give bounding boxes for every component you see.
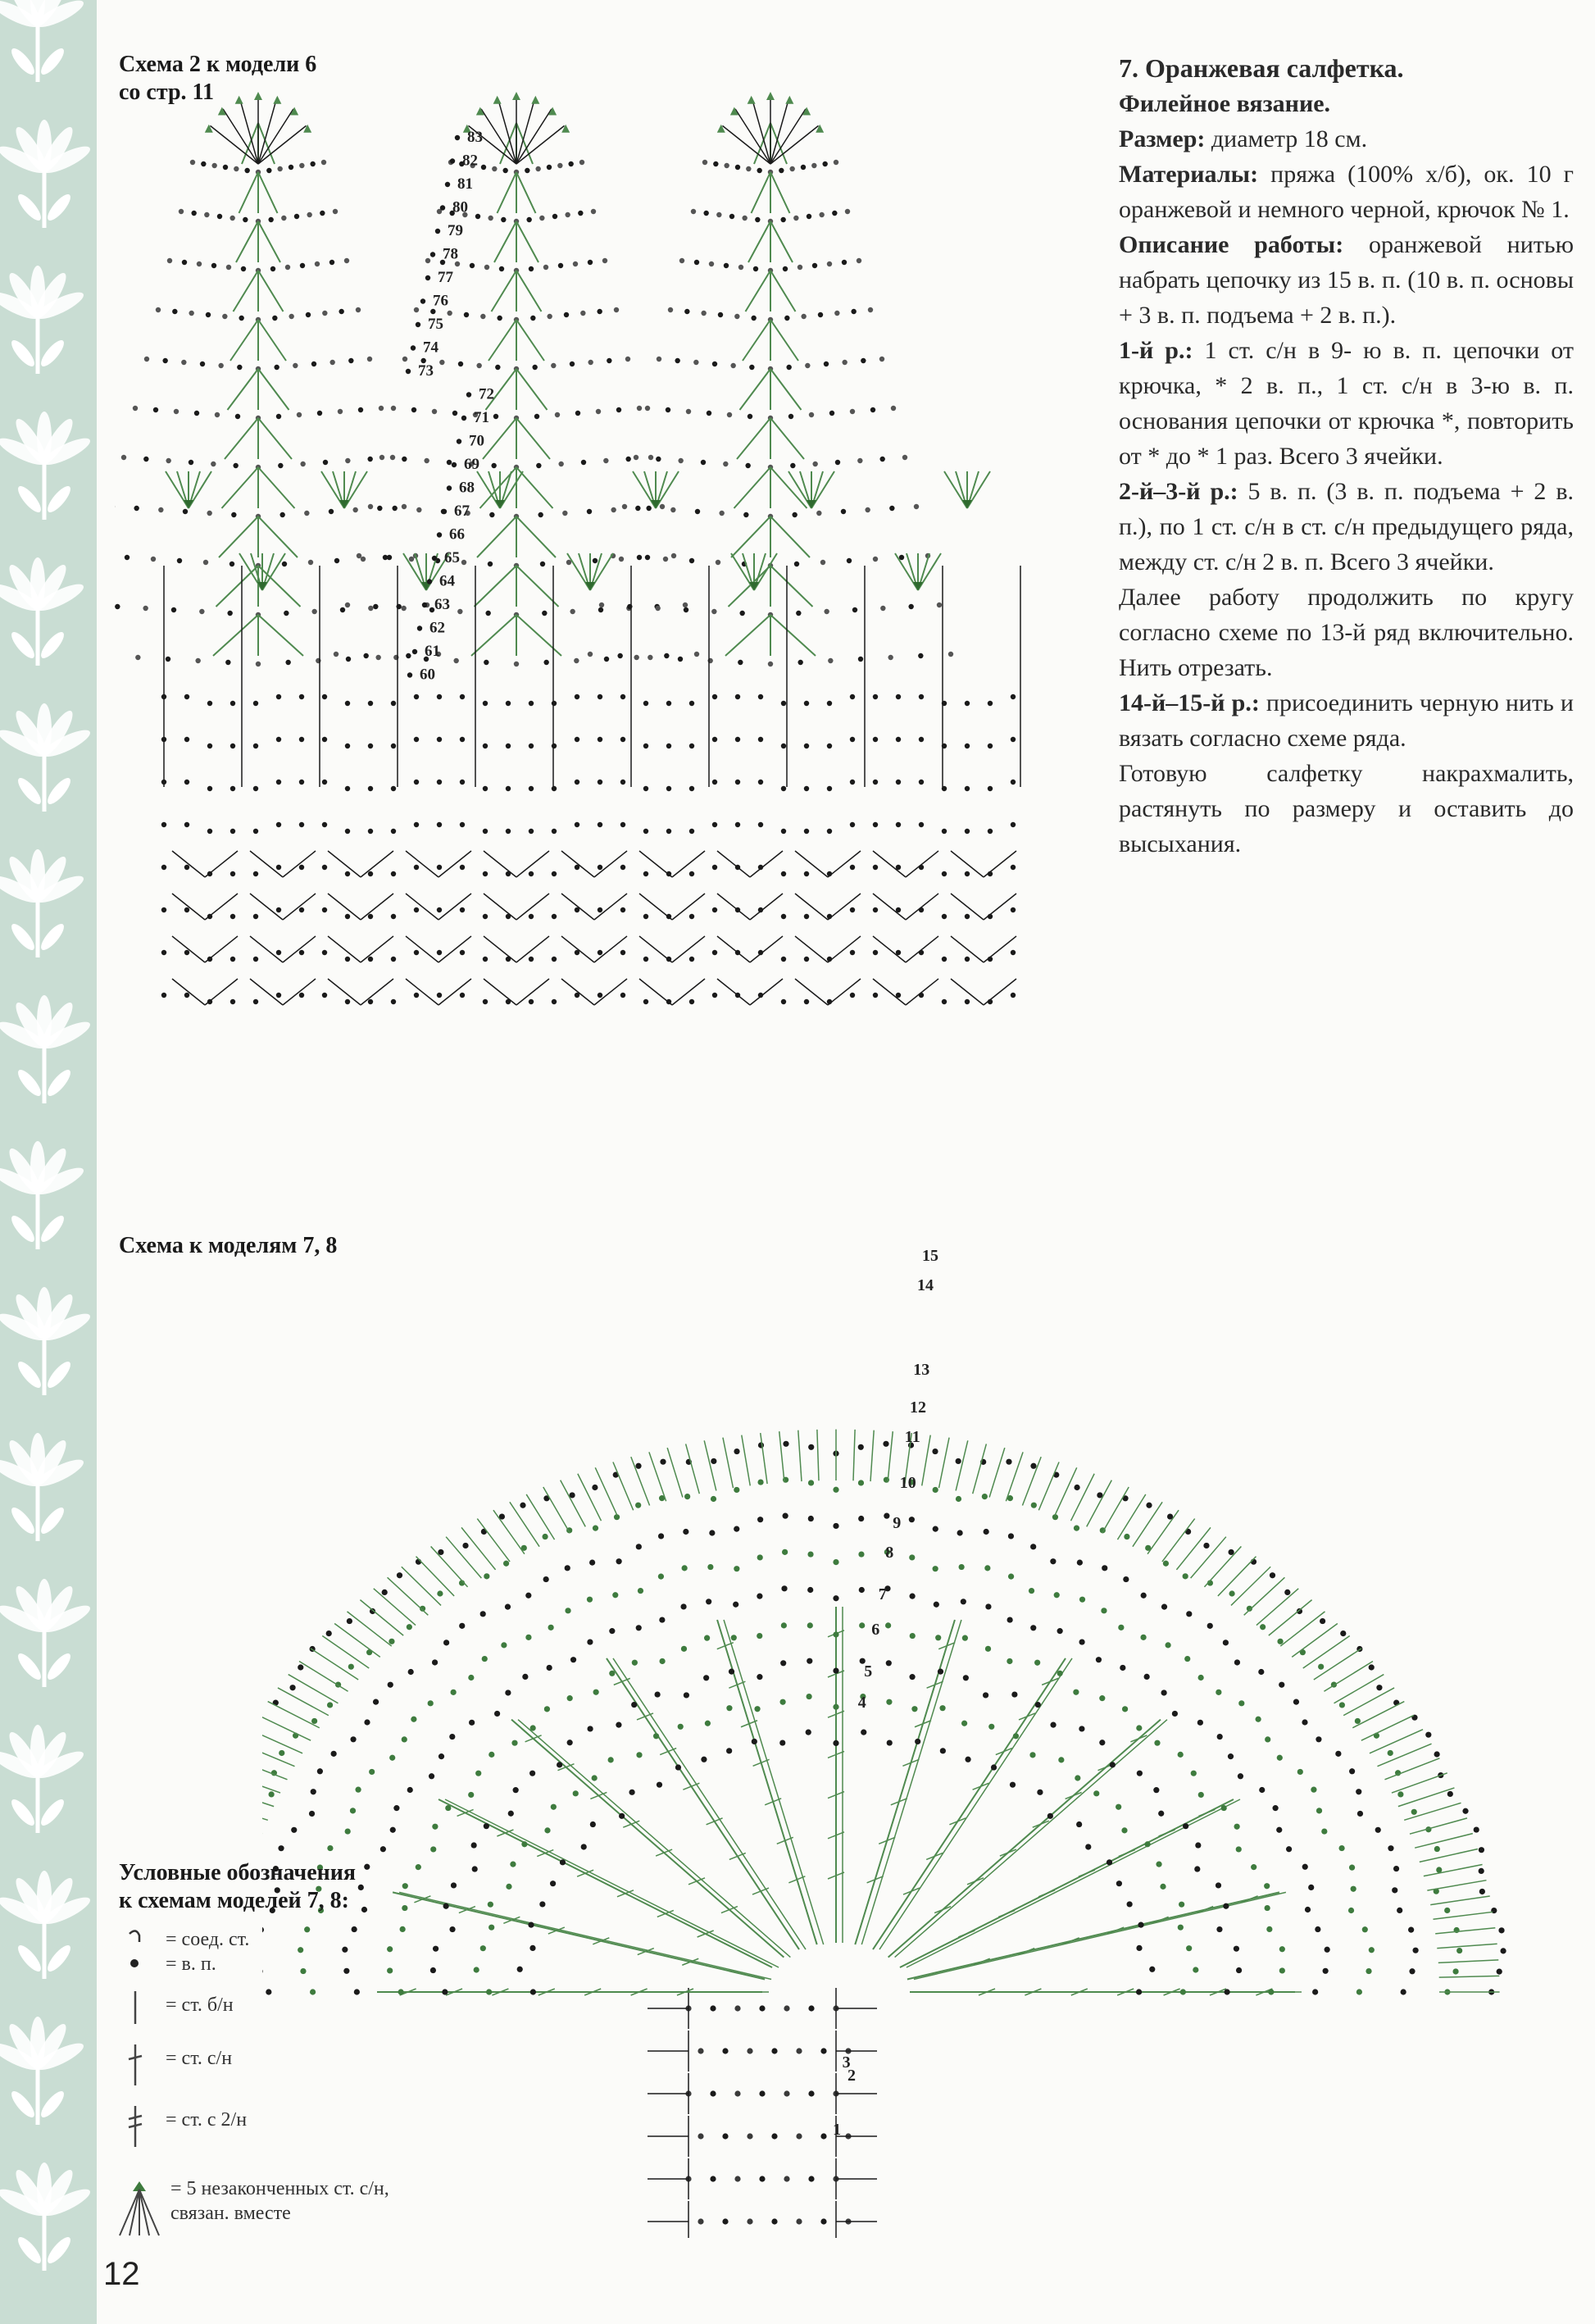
- row-number-label: 61: [425, 643, 440, 660]
- row-number-label: 71: [474, 409, 489, 426]
- leaf-motif-icon: [0, 1725, 87, 1833]
- legend-title-line2: к схемам моделей 7, 8:: [119, 1888, 349, 1913]
- leaf-motif-icon: [0, 995, 93, 1103]
- row1-label: 1-й р.:: [1119, 337, 1193, 364]
- row-number-label: 78: [443, 245, 458, 263]
- materials-text: пряжа (100% х/б), ок. 10 г оранжевой и немного черной, крючок № 1.: [1119, 161, 1574, 223]
- legend-title-line1: Условные обозначения: [119, 1860, 357, 1885]
- row-number-label: 67: [454, 503, 470, 520]
- row-number-label: 13: [913, 1361, 930, 1379]
- row-number-label: 14: [917, 1276, 934, 1294]
- cluster-icon: [115, 2176, 164, 2242]
- row-number-label: 64: [439, 572, 455, 590]
- row-number-label: 83: [467, 129, 483, 146]
- row1415-text: присоединить черную нить и вязать согласно схеме ряда.: [1119, 689, 1574, 752]
- scheme78-label: Схема к моделям 7, 8: [119, 1233, 338, 1258]
- row1-text: 1 ст. с/н в 9- ю в. п. цепочки от крючка, * 2 в. п., 1 ст. с/н в 3-ю в. п. основания цепочки от крючка *, повторить от * до * 1 раз. Всего 3 ячейки.: [1119, 337, 1574, 470]
- row-number-label: 70: [469, 432, 484, 450]
- row-number-label: 11: [904, 1428, 920, 1446]
- chain-stitch-icon: [115, 1947, 156, 1980]
- row-number-label: 66: [449, 525, 465, 543]
- row-number-label: 1: [833, 2121, 842, 2139]
- scheme2-label-line2: со стр. 11: [119, 80, 214, 105]
- leaf-motif-icon: [0, 1433, 87, 1541]
- article-text: [1119, 51, 1574, 862]
- leaf-motif-icon: [0, 1287, 93, 1395]
- row-number-label: 8: [885, 1544, 894, 1562]
- row-number-label: 82: [462, 152, 478, 170]
- row-number-label: 79: [448, 222, 463, 239]
- row-number-label: 76: [433, 292, 448, 310]
- row23-text: 5 в. п. (3 в. п. подъема + 2 в. п.), по 1 ст. с/н в ст. с/н предыдущего ряда, между ст. с/н 2 в. п. Всего 3 ячейки.: [1119, 478, 1574, 575]
- continue-paragraph: Далее работу продолжить по кругу согласно схеме по 13-й ряд включительно. Нить отрезать.: [1119, 584, 1574, 681]
- row-number-label: 15: [922, 1247, 938, 1265]
- row-number-label: 5: [864, 1662, 873, 1680]
- leaf-motif-icon: [0, 703, 93, 812]
- leaf-motif-icon: [0, 2163, 93, 2271]
- leaf-motif-icon: [0, 412, 93, 520]
- row-number-label: 65: [444, 549, 460, 566]
- leaf-pattern-icon: [0, 0, 97, 2324]
- single-crochet-icon: [115, 1988, 156, 2029]
- row-number-label: 80: [452, 198, 468, 216]
- legend-text-slip-stitch: = соед. ст.: [166, 1929, 250, 1950]
- treble-crochet-icon: [115, 2103, 156, 2152]
- row-number-label: 10: [899, 1474, 916, 1492]
- legend-text-cluster: = 5 незаконченных ст. с/н, связан. вместе: [170, 2178, 389, 2224]
- row-number-label: 4: [857, 1694, 866, 1712]
- article-title: 7. Оранжевая салфетка.: [1119, 53, 1404, 83]
- description-text: оранжевой нитью набрать цепочку из 15 в. п. (10 в. п. основы + 3 в. п. подъема + 2 в. п.).: [1119, 231, 1574, 329]
- decorative-sidebar: [0, 0, 97, 2324]
- row-number-label: 73: [418, 362, 434, 380]
- row23-paragraph: [1119, 474, 1574, 580]
- leaf-motif-icon: [0, 120, 93, 228]
- materials-paragraph: [1119, 157, 1574, 227]
- row-number-label: 68: [459, 479, 475, 497]
- row-number-label: 2: [847, 2067, 856, 2085]
- row-number-label: 9: [893, 1514, 902, 1532]
- leaf-motif-icon: [0, 1871, 93, 1979]
- leaf-motif-icon: [0, 2017, 87, 2125]
- row23-label: 2-й–3-й р.:: [1119, 478, 1238, 505]
- legend-text-double-crochet: = ст. с/н: [166, 2048, 233, 2069]
- legend-text-treble-crochet: = ст. с 2/н: [166, 2109, 248, 2131]
- row-number-label: 74: [423, 339, 439, 357]
- article-subtitle: Филейное вязание.: [1119, 90, 1331, 117]
- row-number-label: 7: [878, 1585, 887, 1603]
- row-number-label: 3: [842, 2053, 851, 2072]
- row-number-label: 72: [479, 385, 494, 403]
- leaf-motif-icon: [0, 0, 87, 82]
- row1415-label: 14-й–15-й р.:: [1119, 689, 1260, 716]
- row-number-label: 69: [464, 456, 479, 473]
- page-number: 12: [103, 2256, 140, 2292]
- leaf-motif-icon: [0, 849, 87, 957]
- crochet-chart-scheme78: [262, 1172, 1541, 2238]
- size-text: диаметр 18 см.: [1205, 125, 1368, 152]
- row-number-label: 75: [428, 316, 443, 333]
- row-number-label: 12: [910, 1398, 926, 1417]
- row-number-label: 6: [871, 1621, 880, 1639]
- row-number-label: 63: [434, 596, 450, 613]
- double-crochet-icon: [115, 2041, 156, 2090]
- leaf-motif-icon: [0, 1141, 87, 1249]
- scheme2-label-line1: Схема 2 к модели 6: [119, 52, 317, 77]
- row1-paragraph: [1119, 333, 1574, 474]
- description-label: Описание работы:: [1119, 231, 1344, 258]
- leaf-motif-icon: [0, 266, 87, 374]
- materials-label: Материалы:: [1119, 161, 1259, 188]
- legend-text-single-crochet: = ст. б/н: [166, 1994, 234, 2016]
- row-number-label: 60: [420, 666, 435, 684]
- legend-text-chain: = в. п.: [166, 1953, 216, 1975]
- crochet-chart-scheme2: [115, 49, 1082, 1115]
- leaf-motif-icon: [0, 557, 87, 666]
- row-number-label: 62: [429, 619, 445, 637]
- finish-paragraph: Готовую салфетку накрахмалить, растянуть по размеру и оставить до высыхания.: [1119, 760, 1574, 857]
- leaf-motif-icon: [0, 1579, 93, 1687]
- legend-title: [119, 1859, 430, 1915]
- row1415-paragraph: [1119, 685, 1574, 756]
- size-paragraph: [1119, 121, 1574, 157]
- row-number-label: 81: [457, 175, 473, 193]
- row-number-label: 77: [438, 269, 453, 286]
- description-paragraph: [1119, 227, 1574, 333]
- size-label: Размер:: [1119, 125, 1206, 152]
